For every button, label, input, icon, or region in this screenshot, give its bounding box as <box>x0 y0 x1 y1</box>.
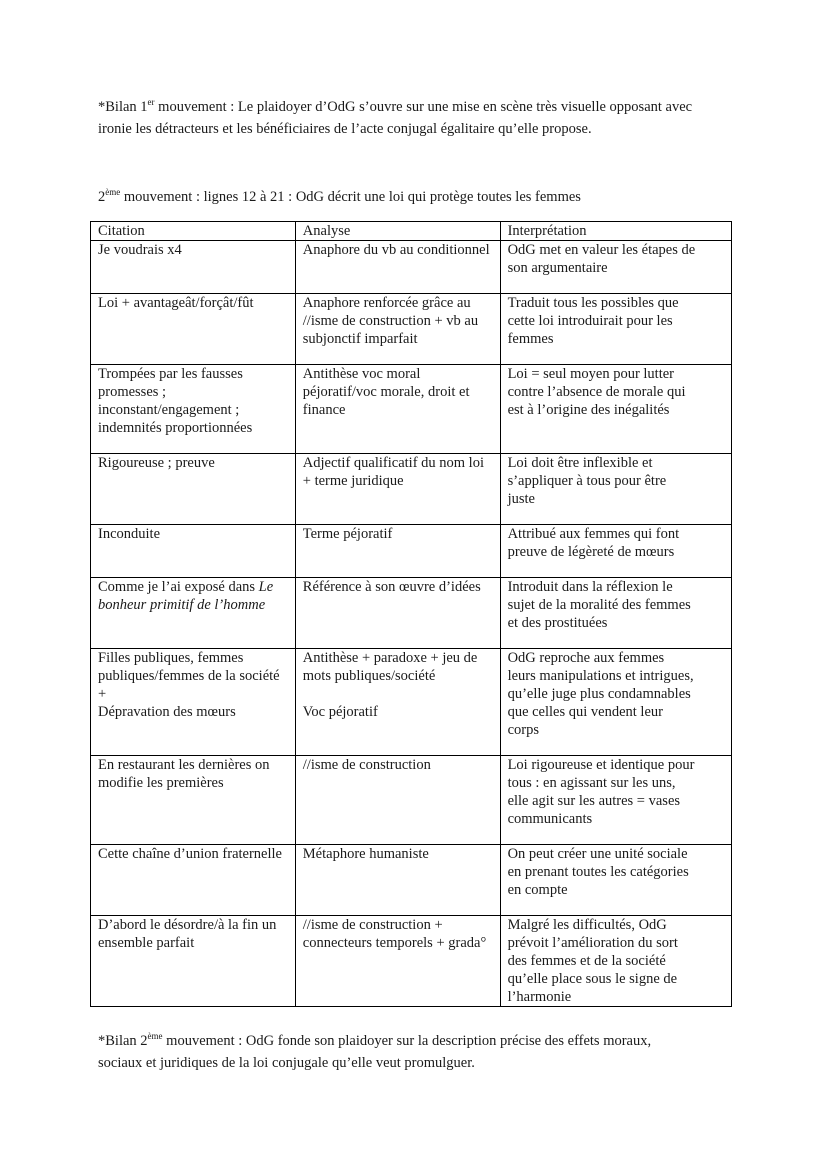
citation-cell <box>91 649 296 756</box>
interpretation-cell <box>500 365 731 454</box>
table-row <box>91 294 732 365</box>
citation-cell <box>91 525 296 578</box>
table-row <box>91 845 732 916</box>
table-row <box>91 454 732 525</box>
interpretation-line: que celles qui vendent leur <box>507 704 663 720</box>
citation-line: Filles publiques, femmes <box>98 650 244 666</box>
table-row <box>91 241 732 294</box>
citation-line: promesses ; <box>98 384 167 400</box>
analyse-cell <box>295 649 500 756</box>
citation-line: indemnités proportionnées <box>98 420 253 436</box>
citation-line: Rigoureuse ; preuve <box>98 455 215 471</box>
bilan-2-line-1: mouvement : OdG fonde son plaidoyer sur la description précise des effets moraux, <box>162 1033 652 1049</box>
interpretation-line: Loi rigoureuse et identique pour <box>507 757 695 773</box>
analyse-cell <box>295 241 500 294</box>
citation-line: inconstant/engagement ; <box>98 402 240 418</box>
interpretation-cell <box>500 454 731 525</box>
analyse-line: finance <box>302 402 346 418</box>
header-analyse: Analyse <box>295 222 500 241</box>
citation-cell <box>91 365 296 454</box>
analyse-line: Antithèse voc moral <box>302 366 421 382</box>
interpretation-line: contre l’absence de morale qui <box>507 384 686 400</box>
table-row <box>91 365 732 454</box>
citation-line: Trompées par les fausses <box>98 366 243 382</box>
bilan-1-superscript: er <box>147 97 155 107</box>
interpretation-line: On peut créer une unité sociale <box>507 846 688 862</box>
analyse-line: //isme de construction + vb au <box>302 313 479 329</box>
analyse-line: //isme de construction <box>302 757 431 773</box>
interpretation-line: Malgré les difficultés, OdG <box>507 917 667 933</box>
citation-line: Je voudrais x4 <box>98 242 182 258</box>
bilan-1-prefix: *Bilan 1 <box>98 99 148 115</box>
interpretation-line: juste <box>507 491 535 507</box>
bilan-2-prefix: *Bilan 2 <box>98 1033 148 1049</box>
citation-cell <box>91 454 296 525</box>
interpretation-cell <box>500 241 731 294</box>
analysis-table <box>90 221 732 1007</box>
interpretation-cell <box>500 525 731 578</box>
movement-2-heading <box>98 186 738 208</box>
analyse-line: Voc péjoratif <box>302 704 378 720</box>
analyse-line: Référence à son œuvre d’idées <box>302 579 481 595</box>
interpretation-line: en compte <box>507 882 568 898</box>
analyse-cell <box>295 578 500 649</box>
interpretation-line: Loi doit être inflexible et <box>507 455 653 471</box>
spacer <box>303 685 493 703</box>
interpretation-line: des femmes et de la société <box>507 953 666 969</box>
analyse-cell <box>295 454 500 525</box>
interpretation-line: prévoit l’amélioration du sort <box>507 935 678 951</box>
analyse-line: Terme péjoratif <box>302 526 393 542</box>
citation-line: modifie les premières <box>98 775 224 791</box>
interpretation-cell <box>500 845 731 916</box>
citation-text: Comme je l’ai exposé dans <box>98 579 259 595</box>
table-row <box>91 649 732 756</box>
analyse-line: + terme juridique <box>302 473 404 489</box>
interpretation-line: OdG reproche aux femmes <box>507 650 665 666</box>
interpretation-line: est à l’origine des inégalités <box>507 402 670 418</box>
citation-line: Dépravation des mœurs <box>98 704 236 720</box>
analyse-cell <box>295 525 500 578</box>
bilan-1-paragraph <box>98 96 738 140</box>
interpretation-line: elle agit sur les autres = vases <box>507 793 681 809</box>
interpretation-line: l’harmonie <box>507 989 572 1005</box>
interpretation-cell <box>500 578 731 649</box>
table-row <box>91 756 732 845</box>
analyse-line: Antithèse + paradoxe + jeu de <box>302 650 478 666</box>
citation-cell <box>91 294 296 365</box>
interpretation-cell <box>500 649 731 756</box>
interpretation-cell <box>500 756 731 845</box>
interpretation-line: Loi = seul moyen pour lutter <box>507 366 675 382</box>
interpretation-cell <box>500 294 731 365</box>
interpretation-line: OdG met en valeur les étapes de <box>507 242 696 258</box>
interpretation-line: Traduit tous les possibles que <box>507 295 679 311</box>
analyse-cell <box>295 756 500 845</box>
interpretation-line: leurs manipulations et intrigues, <box>507 668 694 684</box>
citation-cell <box>91 578 296 649</box>
book-title: bonheur primitif de l’homme <box>98 597 266 613</box>
interpretation-line: qu’elle place sous le signe de <box>507 971 678 987</box>
interpretation-line: son argumentaire <box>507 260 608 276</box>
analyse-line: mots publiques/société <box>302 668 436 684</box>
movement-2-text: mouvement : lignes 12 à 21 : OdG décrit une loi qui protège toutes les femmes <box>120 189 581 205</box>
citation-line: ensemble parfait <box>98 935 195 951</box>
citation-line: publiques/femmes de la société <box>98 668 280 684</box>
interpretation-line: qu’elle juge plus condamnables <box>507 686 691 702</box>
interpretation-line: preuve de légèreté de mœurs <box>507 544 675 560</box>
table-row <box>91 578 732 649</box>
interpretation-line: femmes <box>507 331 554 347</box>
analyse-cell <box>295 294 500 365</box>
analyse-line: Adjectif qualificatif du nom loi <box>302 455 484 471</box>
citation-line: Loi + avantageât/forçât/fût <box>98 295 254 311</box>
interpretation-line: sujet de la moralité des femmes <box>507 597 691 613</box>
citation-line: D’abord le désordre/à la fin un <box>98 917 277 933</box>
movement-2-superscript: ème <box>105 187 121 197</box>
analyse-cell <box>295 365 500 454</box>
citation-line: + <box>98 686 107 702</box>
analyse-line: Métaphore humaniste <box>302 846 429 862</box>
bilan-2-paragraph <box>98 1030 738 1074</box>
bilan-2-line-2: sociaux et juridiques de la loi conjugale qu’elle veut promulguer. <box>98 1055 475 1071</box>
citation-cell <box>91 845 296 916</box>
analyse-line: Anaphore renforcée grâce au <box>302 295 471 311</box>
movement-2-prefix: 2 <box>98 189 106 205</box>
interpretation-line: Introduit dans la réflexion le <box>507 579 673 595</box>
header-interpretation: Interprétation <box>500 222 731 241</box>
analyse-line: subjonctif imparfait <box>302 331 418 347</box>
analyse-line: connecteurs temporels + grada° <box>302 935 487 951</box>
interpretation-line: cette loi introduirait pour les <box>507 313 673 329</box>
bilan-2-superscript: ème <box>147 1031 163 1041</box>
citation-cell <box>91 916 296 1007</box>
analyse-line: Anaphore du vb au conditionnel <box>302 242 490 258</box>
analyse-cell <box>295 916 500 1007</box>
interpretation-line: Attribué aux femmes qui font <box>507 526 680 542</box>
interpretation-line: corps <box>507 722 539 738</box>
analyse-cell <box>295 845 500 916</box>
book-title: Le <box>258 579 274 595</box>
analyse-line: péjoratif/voc morale, droit et <box>302 384 470 400</box>
citation-cell <box>91 241 296 294</box>
table-row <box>91 916 732 1007</box>
citation-cell <box>91 756 296 845</box>
analyse-line: //isme de construction + <box>302 917 443 933</box>
interpretation-line: communicants <box>507 811 593 827</box>
table-header-row <box>91 222 732 241</box>
interpretation-line: en prenant toutes les catégories <box>507 864 689 880</box>
header-citation: Citation <box>91 222 296 241</box>
bilan-1-line-1: mouvement : Le plaidoyer d’OdG s’ouvre sur une mise en scène très visuelle opposant avec <box>154 99 693 115</box>
table-row <box>91 525 732 578</box>
citation-line: En restaurant les dernières on <box>98 757 270 773</box>
interpretation-line: tous : en agissant sur les uns, <box>507 775 676 791</box>
interpretation-cell <box>500 916 731 1007</box>
interpretation-line: et des prostituées <box>507 615 608 631</box>
citation-line: Inconduite <box>98 526 161 542</box>
bilan-1-line-2: ironie les détracteurs et les bénéficiaires de l’acte conjugal égalitaire qu’elle propose. <box>98 121 592 137</box>
interpretation-line: s’appliquer à tous pour être <box>507 473 667 489</box>
citation-line: Cette chaîne d’union fraternelle <box>98 846 282 862</box>
